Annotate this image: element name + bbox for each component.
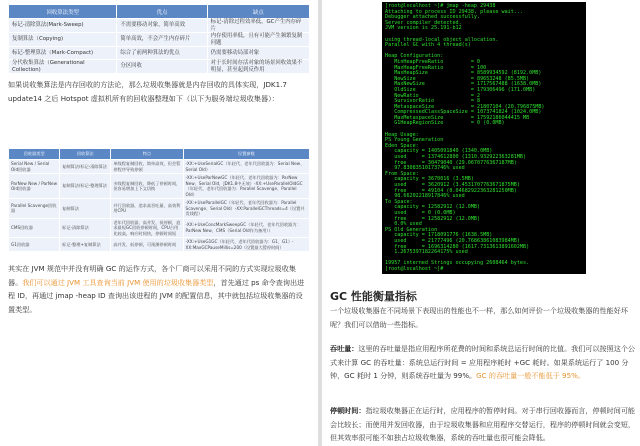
table-cell: Serial New / Serial Old回收器 (9, 160, 60, 174)
terminal-line: Heap Usage: (385, 131, 419, 138)
paragraph-text: 指垃圾收集器正在运行时，应用程序的暂停时间。对于串行回收器而言，停顿时间可能会比较长；而使用并发回收器，由于垃圾收集器和应用程序交替运行，程序的停顿时间就会变短，但其效率很可能不如独占垃圾收集器，系统的吞吐量也很可能会降低。 (330, 406, 636, 443)
terminal-line: MaxHeapFreeRatio = 100 (385, 64, 487, 71)
pause-time-paragraph (330, 404, 636, 445)
column-header: 回收器类型 (9, 149, 60, 160)
table-cell: CMS回收器 (9, 218, 60, 238)
column-header: 回收算法 (60, 149, 111, 160)
terminal-line: [root@localhost ~]# (385, 265, 444, 272)
table-cell: 标记-整理+复制算法 (60, 238, 111, 252)
column-header: 缺点 (207, 5, 309, 19)
terminal-line: MaxHeapSize = 8589934592 (8192.0MB) (385, 70, 542, 77)
left-page (0, 0, 318, 446)
table-cell: 高并发、低停顿，可预测停顿时间 (111, 238, 183, 252)
term-label: 吞吐量： (330, 344, 359, 353)
metrics-intro-paragraph: 一个垃圾收集器在不同场景下表现出的性能也不一样，那么如何评价一个垃圾收集器的性能好坏呢？我们可以借助一些指标。 (330, 306, 628, 329)
terminal-line: MetaspaceSize = 21807104 (20.796875MB) (385, 103, 545, 110)
terminal-line: used = 21777496 (20.76863861083984MB) (385, 237, 520, 244)
column-header: 回收算法类型 (9, 5, 117, 19)
highlight-text: 我们可以通过 JVM 工具查询当前 JVM 使用的垃圾收集器类型 (22, 277, 214, 287)
table-row (9, 238, 310, 252)
terminal-line: Attaching to process ID 29438, please wait... (385, 8, 524, 15)
terminal-line: 19957 interned Strings occupying 2608464 bytes. (385, 260, 530, 267)
table-cell: 标记-整理算法（Mark-Compact) (9, 47, 117, 60)
table-cell: 多线程复制回收，降低了停顿时间，但容易增加上下文切换 (111, 174, 183, 199)
throughput-paragraph (330, 342, 636, 383)
column-header: 优点 (117, 5, 207, 19)
terminal-line: Heap Configuration: (385, 53, 444, 60)
intro-paragraph: 如果说收集算法是内存回收的方法论，那么垃圾收集器就是内存回收的具体实现，JDK1.7 update14 之后 Hotspot 虚拟机所有的回收器整理如下（以下为服务端垃圾收集器）： (8, 80, 287, 103)
terminal-line: PS Old Generation (385, 226, 438, 233)
table-cell: 复制算法/标记-整理算法 (60, 174, 111, 199)
terminal-line: G1HeapRegionSize = 0 (0.0MB) (385, 120, 505, 127)
terminal-line: From Space: (385, 170, 419, 177)
table-row (9, 160, 310, 174)
table-cell: -XX:+UseParallelGC（年轻代、老年代回收器为：Parallel Scavenge、Serial Old）-XX:ParallelGCThreads=4（设置并发线程） (183, 199, 309, 219)
table-cell: ParNew New / ParNew Old回收器 (9, 174, 60, 199)
terminal-line: MaxNewSize = 1717567488 (1638.0MB) (385, 81, 542, 88)
jvm-paragraph (8, 262, 308, 316)
terminal-line: capacity = 3670016 (3.5MB) (385, 176, 474, 183)
terminal-line: using thread-local object allocation. (385, 36, 499, 43)
algorithm-table (8, 4, 310, 74)
terminal-line: free = 49104 (0.04682922363281250MB) (385, 187, 517, 194)
table-cell: 复制算法 (60, 199, 111, 219)
table-cell: 标记-清除算法(Mark-Sweep) (9, 19, 117, 33)
column-header: 设置参数 (183, 149, 309, 160)
terminal-line: NewRatio = 2 (385, 92, 481, 99)
column-header: 特点 (111, 149, 183, 160)
table-cell: -XX:+UseSerialGC（年轻代、老年代回收器为：Serial New、Serial Old） (183, 160, 309, 174)
table-row (9, 60, 310, 74)
table-cell: 标记-清除过程效率低，GC产生内存碎片 (207, 19, 309, 33)
term-label: 停顿时间： (330, 406, 366, 415)
table-row (9, 33, 310, 47)
terminal-line: JVM version is 25.191-b12 (385, 25, 462, 32)
terminal-line: 98.66202218917846% used (385, 193, 465, 200)
terminal-line: capacity = 1405091840 (1340.0MB) (385, 148, 493, 155)
table-cell: 对于长时间存活对象的场景回收效果不明显，甚至起到反作用 (207, 60, 309, 74)
terminal-line: SurvivorRatio = 8 (385, 98, 481, 105)
table-row (9, 199, 310, 219)
terminal-line: used = 0 (0.0MB) (385, 209, 456, 216)
terminal-output (382, 2, 586, 274)
table-header-row (9, 149, 310, 160)
terminal-line: PS Young Generation (385, 137, 444, 144)
terminal-line: free = 12582912 (12.0MB) (385, 215, 481, 222)
right-page (322, 0, 640, 446)
terminal-line: capacity = 12582912 (12.0MB) (385, 204, 481, 211)
terminal-line: capacity = 1718091776 (1638.5MB) (385, 232, 493, 239)
table-cell: 不需要移动对象，简单高效 (117, 19, 207, 33)
paragraph-text: ，首先通过 ps 命令查询出进程 ID，再通过 jmap -heap ID 查询出该进程的 JVM 的配置信息，其中就包括垃圾收集器的设置类型。 (8, 277, 305, 314)
terminal-line: used = 3620912 (3.4531707763671875MB) (385, 182, 520, 188)
terminal-line: used = 1374612800 (1310.932922363281MB) (385, 154, 527, 161)
terminal-screenshot (382, 2, 586, 274)
table-row (9, 218, 310, 238)
table-cell: Parallel Scavenge回收器 (9, 199, 60, 219)
table-cell: 分代收集算法（Generational Collection) (9, 60, 117, 74)
terminal-line: OldSize = 179306496 (171.0MB) (385, 86, 536, 93)
table-cell: 复制算法/标记-清除算法 (60, 160, 111, 174)
table-header-row (9, 5, 310, 19)
table-cell: 标记-清除算法 (60, 218, 111, 238)
terminal-line: Parallel GC with 4 thread(s) (385, 42, 471, 49)
highlight-text: GC 的吞吐量一般不能低于 95%。 (476, 371, 585, 381)
table-cell: -XX:+UseConcMarkSweepGC（年轻代、老年代回收器为：ParNew New、CMS（Serial Old作为备用）） (183, 218, 309, 238)
terminal-line: MinHeapFreeRatio = 0 (385, 58, 481, 65)
terminal-line: CompressedClassSpaceSize = 1073741824 (1024.0MB) (385, 109, 542, 116)
terminal-line: Server compiler detected. (385, 19, 462, 26)
collector-table (8, 148, 310, 252)
table-cell: -XX:+UseParNewGC（年轻代、老年代回收器为：ParNew New、Serial Old，JDK1.8中无效）-XX:+UseParallelOldGC（年轻代、老年代回收器为：Parallel Scavenge、Parallel Old） (183, 174, 309, 199)
terminal-line: [root@localhost ~]# jmap -heap 29438 (385, 3, 496, 9)
table-cell: 内存使用率低，且有可能产生频繁复制问题 (207, 33, 309, 47)
section-title: GC 性能衡量指标 (330, 290, 417, 303)
table-cell: G1回收器 (9, 238, 60, 252)
terminal-line: Debugger attached successfully. (385, 14, 481, 21)
table-cell: 综合了前两种算法的优点 (117, 47, 207, 60)
terminal-line: 1.2675397182264175% used (385, 249, 468, 256)
table-cell: 简单高效，不会产生内存碎片 (117, 33, 207, 47)
table-cell: 并行回收器，追求高吞吐量，高效利用CPU (111, 199, 183, 219)
paragraph-text: 这里的吞吐量是指应用程序所花费的时间和系统总运行时间的比值。我们可以按照这个公式来计算 GC 的吞吐量：系统总运行时间 = 应用程序耗时 +GC 耗时。如果系统运行了 100 分钟，GC 耗时 1 分钟，则系统吞吐量为 99%。 (330, 344, 636, 381)
table-cell: 分区回收 (117, 60, 207, 74)
terminal-line: 0.0% used (385, 221, 422, 228)
table-cell: 单线程复制回收，简单高效，但会暂停程序导致停顿 (111, 160, 183, 174)
table-row (9, 47, 310, 60)
terminal-line: free = 30479040 (29.0670776367187MB) (385, 159, 517, 166)
paragraph-text: 其实在 JVM 规范中并没有明确 GC 的运作方式，各个厂商可以采用不同的方式实现垃圾收集器。 (8, 264, 296, 287)
terminal-line: Eden Space: (385, 142, 419, 149)
terminal-line: To Space: (385, 198, 413, 205)
terminal-line: free = 1696314280 (1617.7313613891602MB) (385, 243, 530, 250)
table-cell: 复制算法（Copying) (9, 33, 117, 47)
table-row (9, 174, 310, 199)
table-cell: 仍需要移动局部对象 (207, 47, 309, 60)
terminal-line: 97.83083510173746% used (385, 165, 465, 172)
table-cell: -XX:+UseG1GC（年轻代、老年代回收器为：G1、G1）-XX:MaxGCPauseMillis=200（设置最大暂停时间） (183, 238, 309, 252)
table-row (9, 19, 310, 33)
table-cell: 老年代回收器，高并发、低停顿，追求最短GC回收停顿时间，CPU占用比较高，响应时间快，停顿时间短 (111, 218, 183, 238)
terminal-line: NewSize = 89653248 (85.5MB) (385, 75, 530, 82)
terminal-line: MaxMetaspaceSize = 17592186044415 MB (385, 114, 530, 121)
